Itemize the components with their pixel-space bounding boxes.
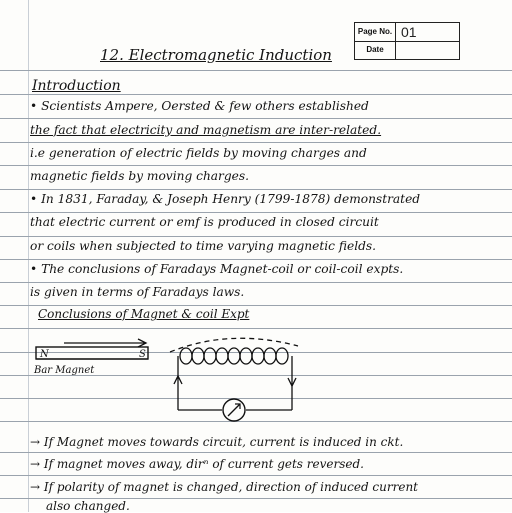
page-number-row [355, 23, 459, 42]
magnet-s-label: S [139, 349, 146, 360]
motion-arrow [64, 339, 146, 347]
page-number-box [354, 22, 460, 60]
subheading: Conclusions of Magnet & coil Expt [38, 307, 250, 321]
magnet-caption: Bar Magnet [34, 365, 95, 376]
magnet-n-label: N [40, 349, 49, 360]
text-line: that electric current or emf is produced in closed circuit [30, 215, 379, 229]
date-row [355, 41, 459, 59]
section-heading: Introduction [32, 78, 121, 94]
text-line: is given in terms of Faradays laws. [30, 285, 245, 299]
date-label: Date [355, 41, 396, 59]
page-number-label: Page No. [355, 23, 396, 41]
margin-line [28, 0, 29, 512]
ruled-line [0, 475, 512, 476]
ruled-line [0, 305, 512, 306]
ruled-line [0, 259, 512, 260]
text-line: • The conclusions of Faradays Magnet-coil or coil-coil expts. [30, 262, 404, 276]
page-title: 12. Electromagnetic Induction [100, 46, 332, 64]
ruled-line [0, 118, 512, 119]
ruled-line [0, 212, 512, 213]
ruled-line [0, 142, 512, 143]
ruled-line [0, 452, 512, 453]
conclusion-point: → If polarity of magnet is changed, direction of induced current [30, 480, 419, 494]
ruled-line [0, 282, 512, 283]
ruled-line [0, 189, 512, 190]
text-line: i.e generation of electric fields by moving charges and [30, 146, 367, 160]
text-line: • In 1831, Faraday, & Joseph Henry (1799-1878) demonstrated [30, 192, 421, 206]
bar-magnet [36, 347, 148, 359]
text-line: magnetic fields by moving charges. [30, 169, 250, 183]
ruled-line [0, 165, 512, 166]
ruled-line [0, 70, 512, 71]
ruled-line [0, 236, 512, 237]
conclusion-point: → If Magnet moves towards circuit, current is induced in ckt. [30, 435, 404, 449]
text-line: the fact that electricity and magnetism are inter-related. [30, 123, 382, 137]
text-line: or coils when subjected to time varying magnetic fields. [30, 239, 377, 253]
ruled-line [0, 94, 512, 95]
conclusion-point: → If magnet moves away, dirⁿ of current gets reversed. [30, 457, 364, 471]
coil [180, 348, 288, 364]
conclusion-point: also changed. [46, 499, 130, 513]
text-line: • Scientists Ampere, Oersted & few others established [30, 99, 369, 113]
magnet-coil-diagram [30, 326, 370, 436]
page-number-value: 01 [401, 24, 417, 40]
galvanometer-icon [223, 399, 245, 421]
